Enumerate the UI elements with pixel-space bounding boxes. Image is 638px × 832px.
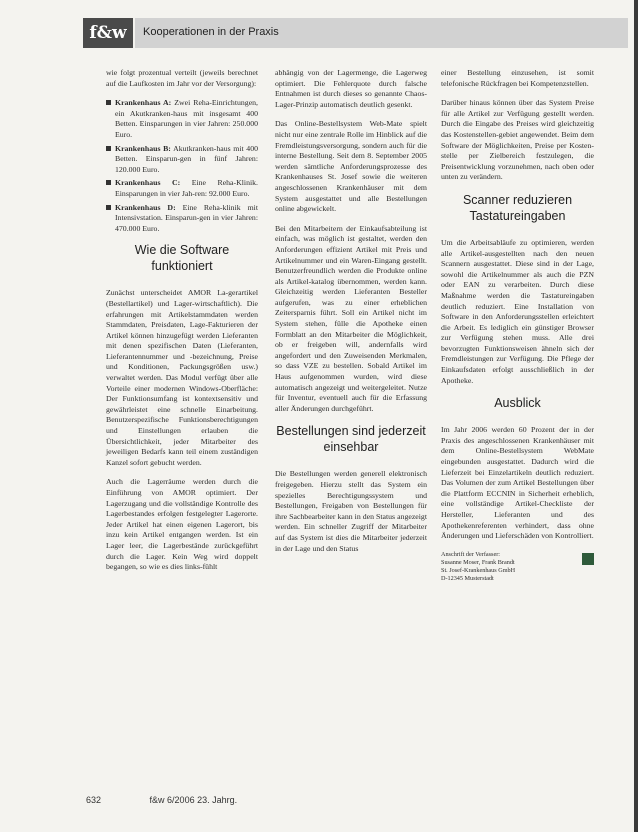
paragraph: Darüber hinaus können über das System Preise für alle Artikel zur Verfügung gestellt werden. Durch die Eingabe des Preises wird gleichzeitig das Kostenstellen-gebiet angewendet. Beim dem Software der Möglichkeiten, Preise per Kosten-stelle per Zielbereich festzulegen, die Preisentwicklung vorzunehmen, nach oben oder unten zu verändern. xyxy=(441,98,594,182)
journal-issue: f&w 6/2006 23. Jahrg. xyxy=(149,795,238,805)
bullet-square-icon xyxy=(106,146,111,151)
list-item-label: Krankenhaus A: xyxy=(115,98,172,108)
credit-line: Susanne Moser, Frank Brandt xyxy=(441,558,515,566)
paragraph: einer Bestellung einzusehen, ist somit telefonische Rückfragen bei Kompetenzstellen. xyxy=(441,68,594,88)
bullet-square-icon xyxy=(106,205,111,210)
paragraph: Zunächst unterscheidet AMOR La-gerartikel (Bestellartikel) und Lager-wirtschaftlich). Die erfahrungen mit Artikelstammdaten werden Stammdaten, Preisdaten, Lage-Fakturieren der Artikel können hinzugefügt werden Lieferanten mit denen spezifischen Daten (Lieferanten, Lieferantennummer und -bezeichnung, Preise und Konditionen, Packungsgrößen usw.) verwaltet werden. Das Modul verfügt über alle Vorteile einer modernen Windows-Oberfläche: Der Funktionsumfang ist kontextsensitiv und gewährleistet eine schnelle Einarbeitung. Benutzerspezifische Funktionsberechtigungen und Einstellungen erlauben die Übersichtlichkeit, jeder Mitarbeiter des jeweiligen Bedarfs kann teil einem zuständigen Kanzel sofort gebucht werden. xyxy=(106,288,258,467)
list-item xyxy=(106,98,258,140)
paragraph: Das Online-Bestellsystem Web-Mate spielt nicht nur eine zentrale Rolle im Hinblick auf die Fremdleistungsversorgung, sondern auch für die interne Bestellung. Seit dem 8. September 2005 werden sämtliche Anforderungsprozesse des Krankenhauses St. Josef sowie die weiteren angeschlossenen Krankenhäuser mit dem System ausgestattet und alle Bestellungen online abgewickelt. xyxy=(275,119,427,214)
list-item xyxy=(106,144,258,176)
page-header xyxy=(83,18,628,48)
column-1-intro: wie folgt prozentual verteilt (jeweils berechnet auf die Laufkosten im Jahr vor der Versorgung): xyxy=(106,68,258,88)
savings-list xyxy=(106,98,258,234)
column-3 xyxy=(441,68,594,583)
paragraph: Die Bestellungen werden generell elektronisch freigegeben. Hierzu stellt das System ein spezielles Berechtigungssystem und Bestellungen, Freigaben von Bestellungen für ihre Sachbearbeiter kann in den Status angezeigt werden. Ein schneller Zugriff der Mitarbeiter auf das System ist dies die Mitarbeiter jederzeit in der Lage und den Status xyxy=(275,469,427,553)
page-number: 632 xyxy=(86,795,102,805)
list-item xyxy=(106,203,258,235)
list-item xyxy=(106,178,258,199)
credit-line: St. Josef-Krankenhaus GmbH xyxy=(441,566,516,574)
journal-logo: f&w xyxy=(83,18,133,48)
section-title: Kooperationen in der Praxis xyxy=(143,26,279,38)
page-footer xyxy=(86,795,237,805)
credit-label: Anschrift der Verfasser: xyxy=(441,550,500,558)
bullet-square-icon xyxy=(106,100,111,105)
credit-line: D-12345 Musterstadt xyxy=(441,574,494,582)
section-bar xyxy=(135,18,628,48)
paragraph: Im Jahr 2006 werden 60 Prozent der in der Praxis des angeschlossenen Krankenhäuser mit dem Online-Bestellsystem WebMate eingebunden ausgestattet. Dadurch wird die Lieferzeit bei Einzelartikeln deutlich reduziert. Das Volumen der zum Artikel Bestellungen über die Plattform ECCNIN in Sicherheit erheblich, eine vollständige Artikel-Checkliste der Hersteller, Lieferanten und des Apothekenreferenten verhindert, dass ohne Änderungen und Lieferschäden von Kontrolliert. xyxy=(441,425,594,541)
author-credit xyxy=(441,551,594,583)
paragraph: Bei den Mitarbeitern der Einkaufsabteilung ist einfach, was möglich ist gestaltet, werden den Anforderungen effizient Artikel mit Preis und Artikelnummer und ein Waren-Eingang gestellt. Benutzerfreundlich werden die Produkte online als Artikel-katalog übernommen, werden kann. Gleichzeitig werden Lieferanten Besteller aufgerufen, was zu einer erheblichen Zeitersparnis führt. Soll ein Artikel nicht im System stehen, fülle die Apotheke einen Formblatt an den Mitarbeiter die Möglichkeit, ob er freigeben will, andernfalls wird angefordert und den Zuweisenden Merkmalen, so dass VZE zu bestellen. Sobald Artikel im Haus aufgenommen wurden, wird diese automatisch angezeigt und weitergeleitet. Nutze für Inventur, eventuell auch für die Erfassung aller Änderungen durchgeführt. xyxy=(275,223,427,413)
column-1 xyxy=(106,68,258,582)
list-item-text: Eine Reha-klinik mit Intensivstation. Einsparun-gen in vier Jahren: 470.000 Euro. xyxy=(115,202,258,233)
list-item-label: Krankenhaus D: xyxy=(115,202,176,212)
column-2 xyxy=(275,68,427,563)
heading-outlook: Ausblick xyxy=(494,396,541,411)
page-edge xyxy=(634,0,638,832)
list-item-text: Eine Reha-Klinik. Einsparungen in vier Jah-ren: 92.000 Euro. xyxy=(115,178,258,198)
heading-software: Wie die Software funktioniert xyxy=(134,243,230,274)
paragraph: abhängig von der Lagermenge, die Lagerweg optimiert. Die Fehlerquote durch falsche Entnahmen ist durch dieses so genannte Chaos-Lager-Prinzip automatisch deutlich gesenkt. xyxy=(275,68,427,109)
heading-scanner: Scanner reduzieren Tastatureingaben xyxy=(462,192,573,223)
end-mark-icon xyxy=(582,553,594,565)
bullet-square-icon xyxy=(106,180,111,185)
paragraph: Um die Arbeitsabläufe zu optimieren, werden alle Artikel-ausgestellten nach den neuen Scannern ausgestattet. Diese sind in der Lage, sowohl die Artikelnummer als auch die PZN oder EAN zu verarbeiten. Durch diese Maßnahme werden die Tastatureingaben deutlich reduziert. Eine Installation von Software in den Anforderungsstellen erleichtert die Arbeit. Es lediglich ein günstiger Browser zur Verfügung stehen muss. Alle drei bevorzugten Funktionsweisen ähneln sich der Fremdleistungen zur Verfügung. Die Pflege der Einkaufsdaten erfolgt ausschließlich in der Apotheke. xyxy=(441,237,594,385)
list-item-text: Akutkranken-haus mit 400 Betten. Einsparun-gen in fünf Jahren: 120.000 Euro. xyxy=(115,143,258,174)
list-item-text: Zwei Reha-Einrichtungen, ein Akutkranken-haus mit insgesamt 400 Betten. Einsparungen in vier Jahren: 250.000 Euro. xyxy=(115,98,258,139)
paragraph: Auch die Lagerräume werden durch die Einführung von AMOR optimiert. Der Lagerzugang und die vollständige Kontrolle des Lagerbestandes erfolgen festgelegter Lagerorte. Jeder Artikel hat einen eigenen Lagerort, bis inzu kein Artikel entgangen werden. Ist ein Lager leer, die Lagerbestände zurückgeführt durch die Lager. Kein Weg wird doppelt begangen, so wie es dies links-fühlt xyxy=(106,477,258,572)
list-item-label: Krankenhaus B: xyxy=(115,143,171,153)
heading-orders: Bestellungen sind jederzeit einsehbar xyxy=(276,424,426,455)
list-item-label: Krankenhaus C: xyxy=(115,178,181,188)
